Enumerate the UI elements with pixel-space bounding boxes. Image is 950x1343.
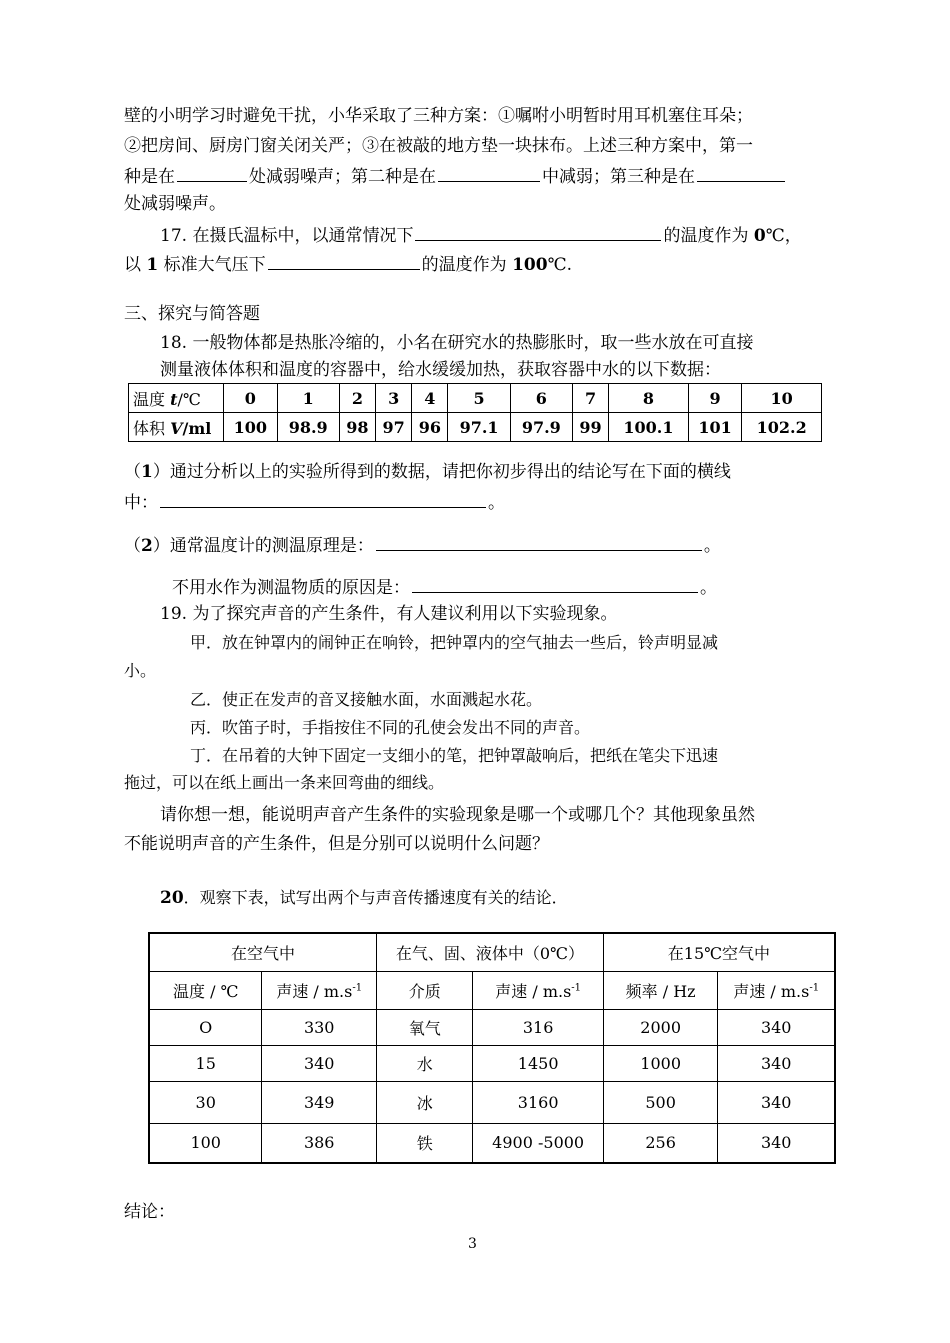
volume-cell: 97.1 <box>448 413 510 442</box>
group-air: 在空气中 <box>149 933 376 971</box>
q19-jia-2: 小。 <box>124 661 157 680</box>
cell: 340 <box>718 1009 835 1045</box>
q20-conclusion-label: 结论： <box>124 1202 175 1222</box>
cell: 水 <box>376 1045 472 1081</box>
group-air-15: 在15℃空气中 <box>603 933 835 971</box>
temp-cell: 1 <box>277 384 339 413</box>
temp-cell: 4 <box>412 384 448 413</box>
header-speed-1-text: 声速 / m.s <box>276 981 353 1001</box>
label-volume-symbol: V <box>170 418 183 438</box>
q16-blank-2[interactable] <box>438 163 540 182</box>
q17-unit-1: ℃， <box>765 226 802 246</box>
q16-blank-3[interactable] <box>697 163 785 182</box>
volume-cell: 97.9 <box>510 413 572 442</box>
q19-jia-1: 甲．放在钟罩内的闹钟正在响铃，把钟罩内的空气抽去一些后，铃声明显减 <box>190 633 719 652</box>
temp-cell: 5 <box>448 384 510 413</box>
page-number: 3 <box>468 1236 477 1252</box>
cell: 1450 <box>473 1045 603 1081</box>
q18-line-1: 18. 一般物体都是热胀冷缩的，小名在研究水的热膨胀时，取一些水放在可直接 <box>160 333 754 353</box>
temp-cell: 9 <box>688 384 742 413</box>
row-label-temp <box>129 384 224 413</box>
q18-p1-number: 1 <box>141 462 153 482</box>
cell: 330 <box>262 1009 377 1045</box>
group-media: 在气、固、液体中（0℃） <box>376 933 603 971</box>
q17-one: 1 <box>146 255 159 275</box>
volume-cell: 100 <box>224 413 278 442</box>
q17-blank-2[interactable] <box>268 251 420 270</box>
cell: 500 <box>603 1081 718 1123</box>
cell: 340 <box>718 1081 835 1123</box>
q18-p1-end: 。 <box>488 493 505 513</box>
volume-cell: 100.1 <box>609 413 689 442</box>
q18-part2-line <box>124 532 721 558</box>
section-title: 三、探究与简答题 <box>124 304 260 324</box>
row-label-volume <box>129 413 224 442</box>
q18-p2-end: 。 <box>703 536 721 556</box>
table-row <box>149 1009 835 1045</box>
q20-number: 20 <box>160 888 184 908</box>
cell: 349 <box>262 1081 377 1123</box>
q17-text-e: 的温度作为 <box>421 255 513 275</box>
label-volume-unit: /ml <box>182 418 212 438</box>
q18-part3-line <box>172 574 717 600</box>
q18-p2-number: 2 <box>141 536 153 556</box>
cell: 2000 <box>603 1009 718 1045</box>
temp-cell: 2 <box>339 384 375 413</box>
q16-blank-1[interactable] <box>177 163 247 182</box>
q17-line-1 <box>160 222 802 248</box>
table-row <box>149 1045 835 1081</box>
q20-text: ．观察下表，试写出两个与声音传播速度有关的结论． <box>183 888 568 907</box>
cell: 386 <box>262 1123 377 1163</box>
cell: 4900 -5000 <box>473 1123 603 1163</box>
header-speed-3 <box>718 971 835 1009</box>
header-frequency: 频率 / Hz <box>603 971 718 1009</box>
cell: 30 <box>149 1081 262 1123</box>
q18-p1-text: ）通过分析以上的实验所得到的数据，请把你初步得出的结论写在下面的横线 <box>152 462 731 482</box>
header-speed-3-sup: -1 <box>809 982 820 994</box>
header-speed-2 <box>473 971 603 1009</box>
q16-text-a: 种是在 <box>124 167 175 187</box>
q17-blank-1[interactable] <box>415 222 661 241</box>
cell: 340 <box>718 1045 835 1081</box>
q19-bing: 丙．吹笛子时，手指按住不同的孔使会发出不同的声音。 <box>190 718 591 737</box>
header-speed-1 <box>262 971 377 1009</box>
sound-speed-table <box>148 932 836 1164</box>
q18-p2-blank[interactable] <box>376 532 702 551</box>
temp-cell: 10 <box>742 384 822 413</box>
table-row <box>149 1123 835 1163</box>
volume-cell: 99 <box>572 413 608 442</box>
q16-line-4: 处减弱噪声。 <box>124 194 226 214</box>
q17-text-a: 17. 在摄氏温标中，以通常情况下 <box>160 226 414 246</box>
expansion-row-volume <box>129 413 822 442</box>
q18-p2-paren-open: （ <box>124 536 141 556</box>
label-volume-text: 体积 <box>133 418 171 438</box>
q19-ask-1: 请你想一想，能说明声音产生条件的实验现象是哪一个或哪几个？其他现象虽然 <box>160 805 755 825</box>
temp-cell: 0 <box>224 384 278 413</box>
q16-line-1: 壁的小明学习时避免干扰，小华采取了三种方案：①嘱咐小明暂时用耳机塞住耳朵； <box>124 106 753 126</box>
temp-cell: 8 <box>609 384 689 413</box>
label-temp-unit: /℃ <box>177 389 201 409</box>
q18-p1-text-2: 中： <box>124 493 158 513</box>
header-temp: 温度 / ℃ <box>149 971 262 1009</box>
volume-cell: 98.9 <box>277 413 339 442</box>
q19-line-1: 19. 为了探究声音的产生条件，有人建议利用以下实验现象。 <box>160 604 618 624</box>
volume-cell: 97 <box>376 413 412 442</box>
q18-p2-text: ）通常温度计的测温原理是： <box>152 536 374 556</box>
q16-text-c: 中减弱；第三种是在 <box>542 167 695 187</box>
q17-text-b: 的温度作为 <box>663 226 754 246</box>
cell: 316 <box>473 1009 603 1045</box>
header-medium: 介质 <box>376 971 472 1009</box>
volume-cell: 98 <box>339 413 375 442</box>
q17-zero: 0 <box>753 226 766 246</box>
temp-cell: 3 <box>376 384 412 413</box>
label-temp-symbol: t <box>170 389 178 409</box>
cell: O <box>149 1009 262 1045</box>
expansion-row-temp <box>129 384 822 413</box>
cell: 256 <box>603 1123 718 1163</box>
sound-table-header-row <box>149 971 835 1009</box>
cell: 冰 <box>376 1081 472 1123</box>
q19-ding-1: 丁．在吊着的大钟下固定一支细小的笔，把钟罩敲响后，把纸在笔尖下迅速 <box>190 746 719 765</box>
q19-yi: 乙．使正在发声的音叉接触水面，水面溅起水花。 <box>190 690 543 709</box>
header-speed-2-text: 声速 / m.s <box>495 981 572 1001</box>
q17-text-c: 以 <box>124 255 147 275</box>
sound-table-group-row <box>149 933 835 971</box>
cell: 1000 <box>603 1045 718 1081</box>
q16-line-2: ②把房间、厨房门窗关闭关严；③在被敲的地方垫一块抹布。上述三种方案中，第一 <box>124 136 753 156</box>
q17-line-2 <box>124 251 572 277</box>
volume-cell: 101 <box>688 413 742 442</box>
temp-cell: 6 <box>510 384 572 413</box>
q16-text-b: 处减弱噪声；第二种是在 <box>249 167 436 187</box>
q18-p1-blank[interactable] <box>160 489 486 508</box>
q18-p3-text: 不用水作为测温物质的原因是： <box>172 578 410 598</box>
header-speed-3-text: 声速 / m.s <box>733 981 810 1001</box>
cell: 340 <box>262 1045 377 1081</box>
expansion-table <box>128 383 822 442</box>
q17-unit-2: ℃. <box>547 255 572 275</box>
q18-p1-paren-open: （ <box>124 462 141 482</box>
header-speed-1-sup: -1 <box>352 982 363 994</box>
cell: 340 <box>718 1123 835 1163</box>
q18-part1-line-1 <box>124 460 731 484</box>
q19-ding-2: 拖过，可以在纸上画出一条来回弯曲的细线。 <box>124 773 445 792</box>
q16-line-3 <box>124 163 787 189</box>
cell: 氧气 <box>376 1009 472 1045</box>
q18-p3-end: 。 <box>700 578 717 598</box>
cell: 3160 <box>473 1081 603 1123</box>
volume-cell: 96 <box>412 413 448 442</box>
cell: 100 <box>149 1123 262 1163</box>
volume-cell: 102.2 <box>742 413 822 442</box>
header-speed-2-sup: -1 <box>571 982 582 994</box>
q17-text-d: 标准大气压下 <box>158 255 266 275</box>
q18-line-2: 测量液体体积和温度的容器中，给水缓缓加热，获取容器中水的以下数据： <box>160 360 721 380</box>
label-temp-text: 温度 <box>133 389 171 409</box>
temp-cell: 7 <box>572 384 608 413</box>
cell: 铁 <box>376 1123 472 1163</box>
cell: 15 <box>149 1045 262 1081</box>
table-row <box>149 1081 835 1123</box>
q19-ask-2: 不能说明声音的产生条件，但是分别可以说明什么问题？ <box>124 834 549 854</box>
q18-p3-blank[interactable] <box>412 574 698 593</box>
q18-part1-line-2 <box>124 489 505 515</box>
q17-hundred: 100 <box>512 255 548 275</box>
q20-line <box>160 886 568 910</box>
